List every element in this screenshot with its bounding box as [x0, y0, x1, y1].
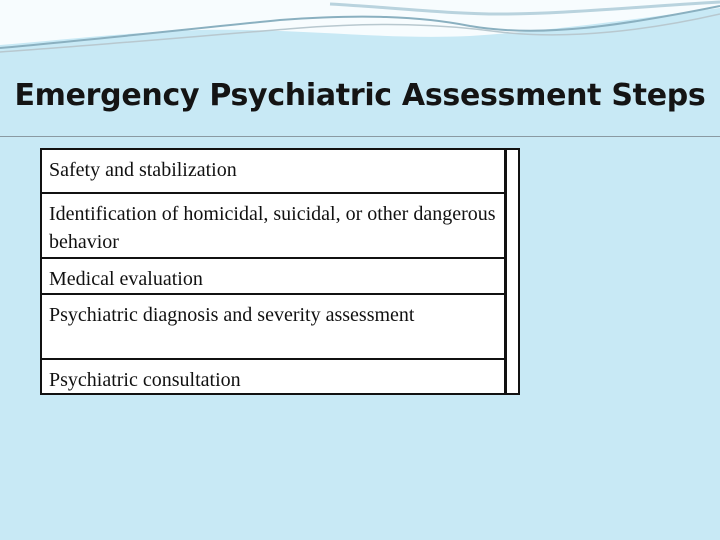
- title-divider: [0, 136, 720, 137]
- assessment-steps-table: [40, 148, 520, 395]
- table-row: Safety and stabilization: [49, 159, 237, 181]
- table-side-column: [504, 150, 520, 393]
- decorative-wave-banner: [0, 0, 720, 65]
- table-row: Identification of homicidal, suicidal, or other dangerous behavior: [42, 192, 504, 257]
- table-row: Medical evaluation: [42, 257, 504, 293]
- slide-title: Emergency Psychiatric Assessment Steps: [14, 78, 706, 113]
- table-row: Psychiatric consultation: [42, 358, 504, 393]
- table-row: Psychiatric diagnosis and severity assessment: [42, 293, 504, 358]
